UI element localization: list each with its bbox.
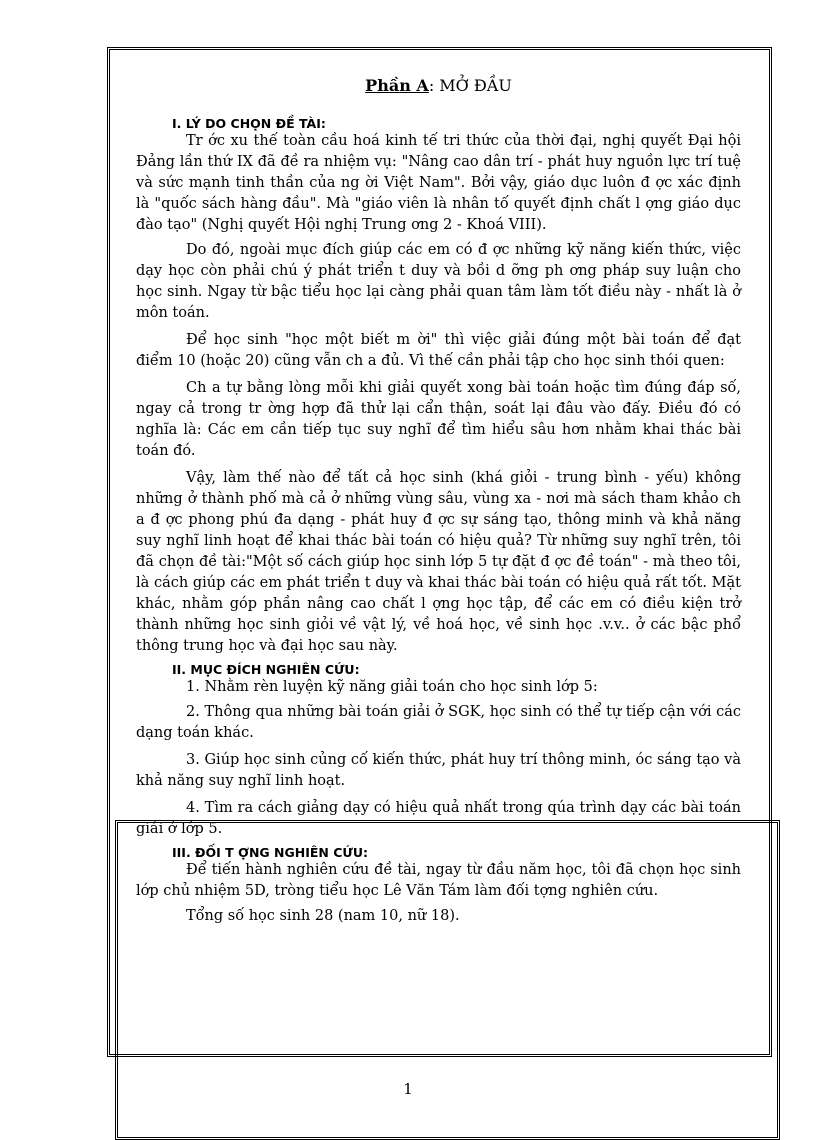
paragraph: Tr ớc xu thế toàn cầu hoá kinh tế tri thức của thời đại, nghị quyết Đại hội Đảng lần thứ IX đã đề ra nhiệm vụ: "Nâng cao dân trí - phát huy nguồn lực trí tuệ và sức mạnh tinh thần của ng ời Việt Nam". Bởi vậy, giáo dục luôn đ ợc xác định là "quốc sách hàng đầu". Mà "giáo viên là nhân tố quyết định chất l ợng giáo dục đào tạo" (Nghị quyết Hội nghị Trung ơng 2 - Khoá VIII). bbox=[136, 133, 741, 233]
page-number: 1 bbox=[403, 1080, 413, 1098]
section-heading-3: III. ĐỐI T ỢNG NGHIÊN CỨU: bbox=[172, 845, 368, 860]
paragraph: Vậy, làm thế nào để tất cả học sinh (khá giỏi - trung bình - yếu) không những ở thành phố mà cả ở những vùng sâu, vùng xa - nơi mà sách tham khảo ch a đ ợc phong phú đa dạng - phát huy đ ợc sự sáng tạo, thông minh và khả năng suy nghĩ linh hoạt để khai thác bài toán có hiệu quả? Từ những suy nghĩ trên, tôi đã chọn đề tài:"Một số cách giúp học sinh lớp 5 tự đặt đ ợc đề toán" - mà theo tôi, là cách giúp các em phát triển t duy và khai thác bài toán có hiệu quả rất tốt. Mặt khác, nhằm góp phần nâng cao chất l ợng học tập, để các em có điều kiện trở thành những học sinh giỏi về vật lý, về hoá học, về sinh học .v.v.. ở các bậc phổ thông trung học và đại học sau này. bbox=[136, 470, 741, 654]
section-heading-2: II. MỤC ĐÍCH NGHIÊN CỨU: bbox=[172, 662, 360, 677]
paragraph: Tổng số học sinh 28 (nam 10, nữ 18). bbox=[186, 908, 460, 924]
list-item: 2. Thông qua những bài toán giải ở SGK, học sinh có thể tự tiếp cận với các dạng toán khác. bbox=[136, 704, 741, 741]
title-text: MỞ ĐẦU bbox=[439, 76, 512, 95]
paragraph: Do đó, ngoài mục đích giúp các em có đ ợc những kỹ năng kiến thức, việc dạy học còn phải chú ý phát triển t duy và bồi d ỡng ph ơng pháp suy luận cho học sinh. Ngay từ bậc tiểu học lại càng phải quan tâm làm tốt điều này - nhất là ở môn toán. bbox=[136, 242, 741, 321]
paragraph: Để tiến hành nghiên cứu đề tài, ngay từ đầu năm học, tôi đã chọn học sinh lớp chủ nhiệm 5D, tròng tiểu học Lê Văn Tám làm đối tợng nghiên cứu. bbox=[136, 862, 741, 899]
title-separator: : bbox=[428, 76, 435, 95]
list-item: 1. Nhằm rèn luyện kỹ năng giải toán cho học sinh lớp 5: bbox=[186, 679, 598, 695]
paragraph: Để học sinh "học một biết m ời" thì việc giải đúng một bài toán để đạt điểm 10 (hoặc 20) cũng vẫn ch a đủ. Vì thế cần phải tập cho học sinh thói quen: bbox=[136, 332, 741, 369]
list-item: 4. Tìm ra cách giảng dạy có hiệu quả nhất trong qúa trình dạy các bài toán giải ở lớp 5. bbox=[136, 800, 741, 837]
paragraph: Ch a tự bằng lòng mỗi khi giải quyết xong bài toán hoặc tìm đúng đáp số, ngay cả trong tr ờng hợp đã thử lại cẩn thận, soát lại đâu vào đấy. Điều đó có nghĩa là: Các em cần tiếp tục suy nghĩ để tìm hiểu sâu hơn nhằm khai thác bài toán đó. bbox=[136, 380, 741, 459]
list-item: 3. Giúp học sinh củng cố kiến thức, phát huy trí thông minh, óc sáng tạo và khả năng suy nghĩ linh hoạt. bbox=[136, 752, 741, 789]
document-body bbox=[136, 76, 741, 933]
title-part: Phần A bbox=[365, 76, 429, 95]
page-title bbox=[136, 76, 741, 95]
section-heading-1: I. LÝ DO CHỌN ĐỀ TÀI: bbox=[172, 116, 326, 131]
